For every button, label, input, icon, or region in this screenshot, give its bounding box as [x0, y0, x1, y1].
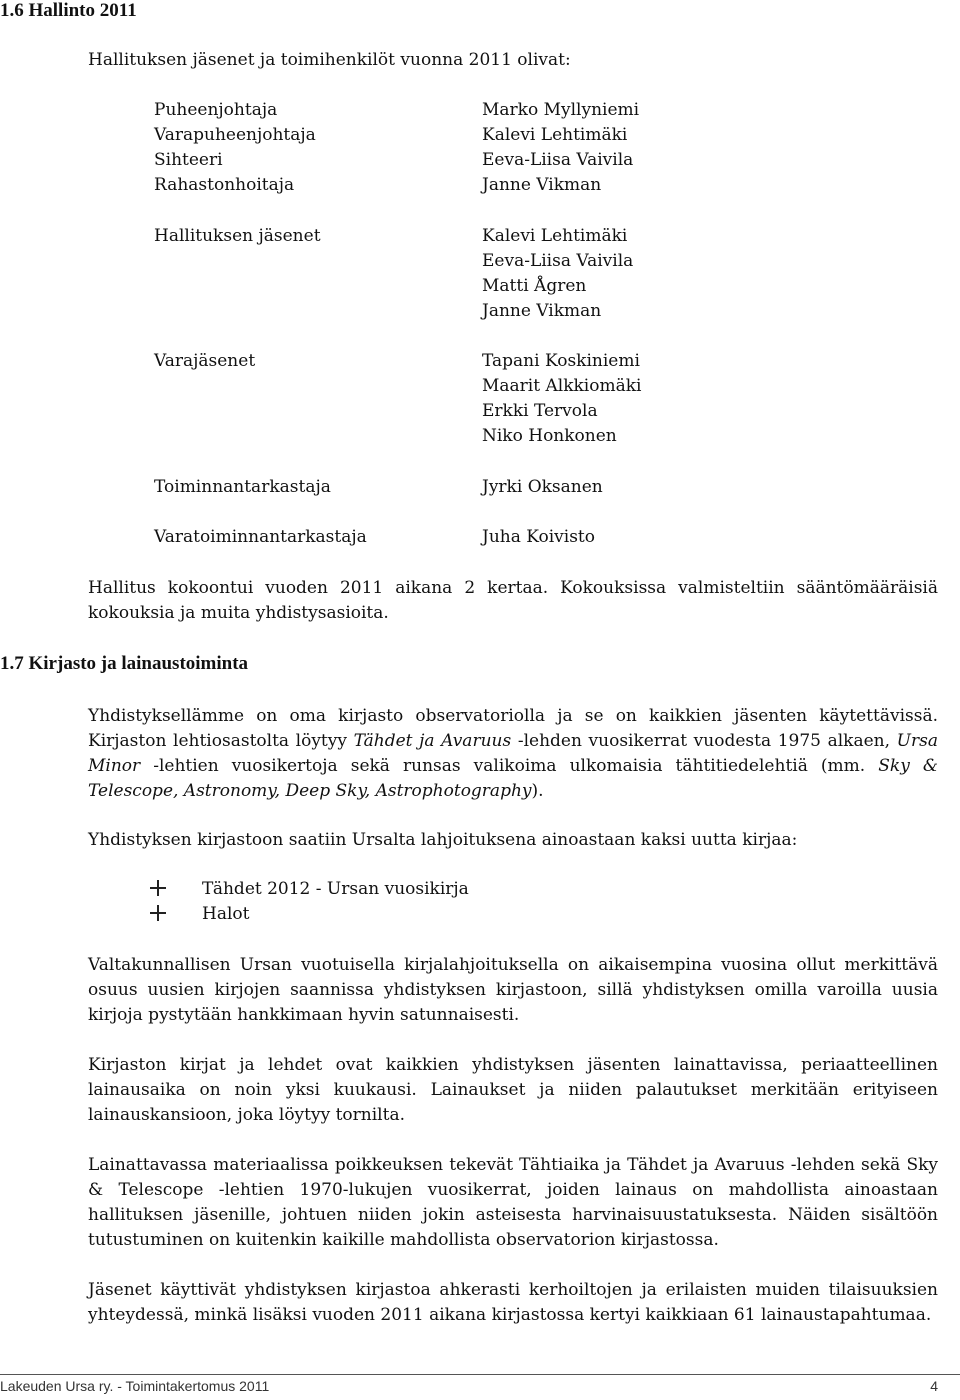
role-name: Eeva-Liisa Vaivila — [482, 150, 634, 170]
role-name: Janne Vikman — [482, 175, 602, 195]
footer-divider — [0, 1374, 960, 1375]
magazine-title: Ursa Minor — [88, 731, 938, 776]
role-name: Marko Myllyniemi — [482, 100, 640, 120]
library-paragraph-6: Jäsenet käyttivät yhdistyksen kirjastoa ahkerasti kerhoiltojen ja erilaisten muiden tilaisuuksien yhteydessä, minkä lisäksi vuoden 2011 aikana kirjastossa kertyi kaikkiaan 61 lainaustapahtumaa. — [88, 1280, 938, 1325]
board-meetings-paragraph: Hallitus kokoontui vuoden 2011 aikana 2 kertaa. Kokouksissa valmisteltiin sääntömääräisiä kokouksia ja muita yhdistysasioita. — [88, 578, 938, 623]
cross-bullet-icon — [150, 905, 166, 921]
role-label: Sihteeri — [154, 150, 223, 170]
role-name: Janne Vikman — [482, 301, 602, 321]
role-name: Juha Koivisto — [482, 527, 595, 547]
section-heading-hallinto: 1.6 Hallinto 2011 — [0, 0, 137, 21]
board-intro: Hallituksen jäsenet ja toimihenkilöt vuonna 2011 olivat: — [88, 50, 571, 70]
library-paragraph-2: Yhdistyksen kirjastoon saatiin Ursalta lahjoituksena ainoastaan kaksi uutta kirjaa: — [88, 830, 798, 850]
role-name: Kalevi Lehtimäki — [482, 226, 628, 246]
role-name: Eeva-Liisa Vaivila — [482, 251, 634, 271]
role-name: Erkki Tervola — [482, 401, 598, 421]
library-paragraph-3: Valtakunnallisen Ursan vuotuisella kirjalahjoituksella on aikaisempina vuosina ollut merkittävä osuus uusien kirjojen saannissa yhdistyksen kirjastoon, sillä yhdistyksen omilla varoilla uusia kirjoja pystytään hankkimaan hyvin satunnaisesti. — [88, 955, 938, 1025]
role-name: Kalevi Lehtimäki — [482, 125, 628, 145]
library-paragraph-5: Lainattavassa materiaalissa poikkeuksen tekevät Tähtiaika ja Tähdet ja Avaruus -lehden sekä Sky & Telescope -lehtien 1970-lukujen vuosikerrat, joiden lainaus on mahdollista ainoastaan hallituksen jäsenille, johtuen niiden jokin asteisesta harvinaisuustatuksesta. Näiden sisältöön tutustuminen on kuitenkin kaikille mahdollista observatorion kirjastossa. — [88, 1155, 938, 1250]
magazine-title: Tähdet ja Avaruus — [353, 731, 512, 751]
list-item: Tähdet 2012 - Ursan vuosikirja — [150, 877, 469, 902]
role-label: Rahastonhoitaja — [154, 175, 295, 195]
role-label: Hallituksen jäsenet — [154, 226, 321, 246]
role-name: Maarit Alkkiomäki — [482, 376, 642, 396]
role-label: Toiminnantarkastaja — [154, 477, 331, 497]
list-item: Halot — [150, 902, 249, 927]
library-paragraph-1: Yhdistyksellämme on oma kirjasto observatoriolla ja se on kaikkien jäsenten käytettävissä. Kirjaston lehtiosastolta löytyy Tähdet ja Avaruus -lehden vuosikerrat vuodesta 1975 alkaen, Ursa Minor -lehtien vuosikertoja sekä runsas valikoima ulkomaisia tähtitiedelehtiä (mm. Sky & Telescope, Astronomy, Deep Sky, Astrophotography). — [88, 706, 938, 801]
page-number: 4 — [930, 1378, 938, 1394]
section-heading-kirjasto: 1.7 Kirjasto ja lainaustoiminta — [0, 653, 249, 674]
role-label: Puheenjohtaja — [154, 100, 278, 120]
library-paragraph-4: Kirjaston kirjat ja lehdet ovat kaikkien yhdistyksen jäsenten lainattavissa, periaatteellinen lainausaika on noin yksi kuukausi. Lainaukset ja niiden palautukset merkitään erityiseen lainauskansioon, joka löytyy tornilta. — [88, 1055, 938, 1125]
magazine-titles: Sky & Telescope, Astronomy, Deep Sky, Astrophotography — [88, 756, 938, 801]
role-name: Niko Honkonen — [482, 426, 617, 446]
footer-title: Lakeuden Ursa ry. - Toimintakertomus 2011 — [0, 1378, 270, 1394]
role-name: Matti Ågren — [482, 276, 587, 296]
role-label: Varatoiminnantarkastaja — [154, 527, 367, 547]
role-name: Tapani Koskiniemi — [482, 351, 640, 371]
role-name: Jyrki Oksanen — [482, 477, 603, 497]
role-label: Varapuheenjohtaja — [154, 125, 316, 145]
role-label: Varajäsenet — [154, 351, 256, 371]
cross-bullet-icon — [150, 880, 166, 896]
